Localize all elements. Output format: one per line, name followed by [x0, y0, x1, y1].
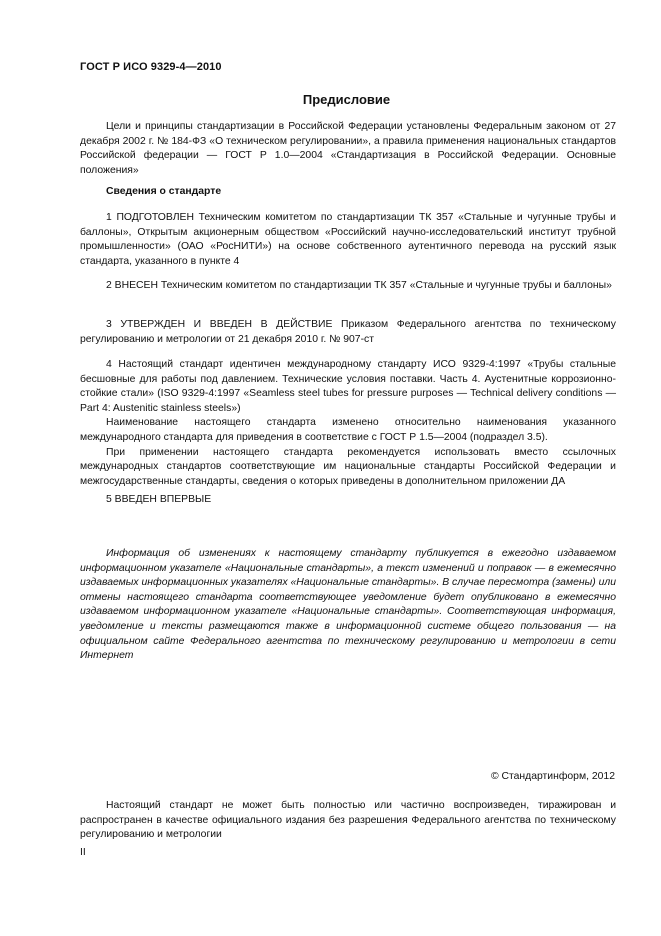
item-5-text: 5 ВВЕДЕН ВПЕРВЫЕ	[106, 494, 212, 505]
information-notice-text: Информация об изменениях к настоящему стандарту публикуется в ежегодно издаваемом информационном указателе «Национальные стандарты», а текст изменений и поправок — в ежемесячно издаваемых информационных указателях «Национальные стандарты». В случае пересмотра (замены) или отмены настоящего стандарта соответствующее уведомление будет опубликовано в ежемесячно издаваемом информационном указателе «Национальные стандарты». Соответствующая информация, уведомление и тексты размещаются также в информационной системе общего пользования — на официальном сайте Федерального агентства по техническому регулированию и метрологии в сети Интернет	[80, 548, 616, 662]
item-2	[80, 279, 616, 294]
copyright-note	[80, 799, 616, 843]
item-4-paragraph-3: При применении настоящего стандарта рекомендуется использовать вместо ссылочных международных стандартов соответствующие им национальные стандарты Российской Федерации и межгосударственные стандарты, сведения о которых приведены в дополнительном приложении ДА	[80, 446, 616, 487]
page-number: II	[80, 847, 86, 858]
copyright-note-text: Настоящий стандарт не может быть полностью или частично воспроизведен, тиражирован и распространен в качестве официального издания без разрешения Федерального агентства по техническому регулированию и метрологии	[80, 800, 616, 841]
standard-info-heading: Сведения о стандарте	[106, 186, 222, 197]
intro-paragraph	[80, 120, 616, 178]
item-4-paragraph-2: Наименование настоящего стандарта изменено относительно наименования указанного международного стандарта для приведения в соответствие с ГОСТ Р 1.5—2004 (подраздел 3.5).	[80, 417, 616, 443]
item-3-text: 3 УТВЕРЖДЕН И ВВЕДЕН В ДЕЙСТВИЕ Приказом Федерального агентства по техническому регулированию и метрологии от 21 декабря 2010 г. № 907-ст	[80, 319, 616, 345]
item-4-text: 4 Настоящий стандарт идентичен международному стандарту ИСО 9329-4:1997 «Трубы стальные бесшовные для работы под давлением. Технические условия поставки. Часть 4. Аустенитные коррозионно-стойкие стали» (ISO 9329-4:1997 «Seamless steel tubes for pressure purposes — Technical delivery conditions — Part 4: Austenitic stainless steels»)	[80, 359, 616, 414]
item-5	[80, 493, 616, 508]
intro-text: Цели и принципы стандартизации в Российской Федерации установлены Федеральным законом от 27 декабря 2002 г. № 184-ФЗ «О техническом регулировании», а правила применения национальных стандартов Российской федерации — ГОСТ Р 1.0—2004 «Стандартизация в Российской Федерации. Основные положения»	[80, 121, 616, 176]
document-code: ГОСТ Р ИСО 9329-4—2010	[80, 61, 222, 73]
item-1-text: 1 ПОДГОТОВЛЕН Техническим комитетом по стандартизации ТК 357 «Стальные и чугунные трубы и баллоны», Открытым акционерным обществом «Российский научно-исследовательский институт трубной промышленности» (ОАО «РосНИТИ») на основе собственного аутентичного перевода на русский язык стандарта, указанного в пункте 4	[80, 212, 616, 267]
item-3	[80, 318, 616, 347]
item-4	[80, 358, 616, 489]
item-1	[80, 211, 616, 269]
page-title: Предисловие	[302, 92, 391, 107]
copyright-line: © Стандартинформ, 2012	[490, 771, 615, 782]
item-2-text: 2 ВНЕСЕН Техническим комитетом по стандартизации ТК 357 «Стальные и чугунные трубы и баллоны»	[106, 280, 612, 291]
information-notice	[80, 547, 616, 664]
